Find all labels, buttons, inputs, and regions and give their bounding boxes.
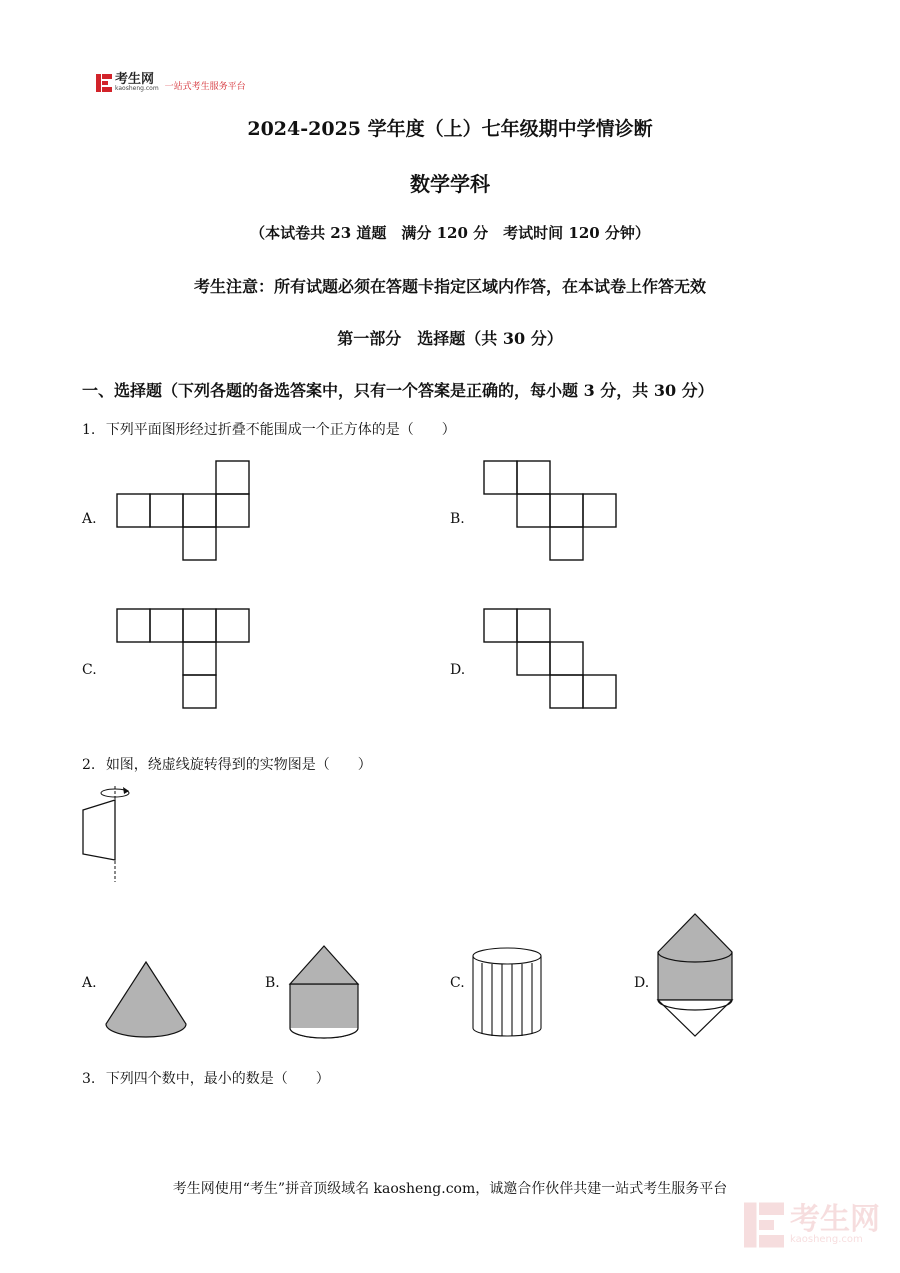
logo-brand-name: 考生网 bbox=[115, 72, 155, 87]
q1-option-b-label: B. bbox=[450, 511, 465, 527]
question-2 bbox=[82, 754, 372, 774]
kaosheng-logo bbox=[96, 72, 246, 94]
question-number: 2. bbox=[82, 757, 96, 773]
subject-title: 数学学科 bbox=[410, 172, 490, 196]
q2-option-a-label: A. bbox=[82, 975, 97, 991]
section-heading: 一、选择题（下列各题的备选答案中，只有一个答案是正确的，每小题 3 分，共 30 分） bbox=[82, 381, 714, 400]
q2-option-c-label: C. bbox=[450, 975, 465, 991]
kaosheng-watermark bbox=[744, 1202, 880, 1248]
q2-cylinder-cone-figure bbox=[284, 942, 364, 1042]
q2-option-b-label: B. bbox=[265, 975, 280, 991]
question-text: 如图，绕虚线旋转得到的实物图是（ ） bbox=[105, 757, 372, 773]
q1-net-a-figure bbox=[110, 455, 260, 565]
exam-notice: 考生注意：所有试题必须在答题卡指定区域内作答，在本试卷上作答无效 bbox=[193, 277, 706, 296]
q1-net-b-figure bbox=[478, 455, 628, 565]
q1-option-a-label: A. bbox=[82, 511, 97, 527]
watermark-domain: kaosheng.com bbox=[790, 1234, 863, 1245]
q1-net-c-figure bbox=[110, 604, 260, 714]
part-title: 第一部分 选择题（共 30 分） bbox=[337, 329, 563, 348]
q2-double-cone-figure bbox=[652, 910, 738, 1044]
question-number: 1. bbox=[82, 422, 96, 438]
question-1 bbox=[82, 419, 456, 439]
logo-domain: kaosheng.com bbox=[115, 85, 159, 92]
q1-option-c-label: C. bbox=[82, 662, 97, 678]
watermark-text bbox=[790, 1202, 880, 1245]
q2-cylinder-figure bbox=[468, 944, 548, 1042]
logo-slogan: 一站式考生服务平台 bbox=[164, 81, 246, 92]
question-text: 下列四个数中，最小的数是（ ） bbox=[105, 1071, 330, 1087]
watermark-brand: 考生网 bbox=[790, 1202, 880, 1237]
question-number: 3. bbox=[82, 1071, 96, 1087]
logo-brand bbox=[115, 74, 159, 92]
q1-net-d-figure bbox=[478, 604, 628, 714]
q1-option-d-label: D. bbox=[450, 662, 466, 678]
q2-rotation-figure bbox=[78, 782, 138, 886]
footer-text: 考生网使用“考生”拼音顶级域名 kaosheng.com，诚邀合作伙伴共建一站式考生服务平台 bbox=[172, 1181, 728, 1197]
exam-title: 2024-2025 学年度（上）七年级期中学情诊断 bbox=[247, 118, 653, 140]
question-3 bbox=[82, 1068, 330, 1088]
question-text: 下列平面图形经过折叠不能围成一个正方体的是（ ） bbox=[105, 422, 456, 438]
watermark-logo-icon bbox=[744, 1202, 784, 1248]
q2-option-d-label: D. bbox=[634, 975, 650, 991]
exam-info: （本试卷共 23 道题 满分 120 分 考试时间 120 分钟） bbox=[250, 224, 650, 242]
logo-mark-icon bbox=[96, 74, 112, 92]
q2-cone-figure bbox=[100, 958, 192, 1042]
